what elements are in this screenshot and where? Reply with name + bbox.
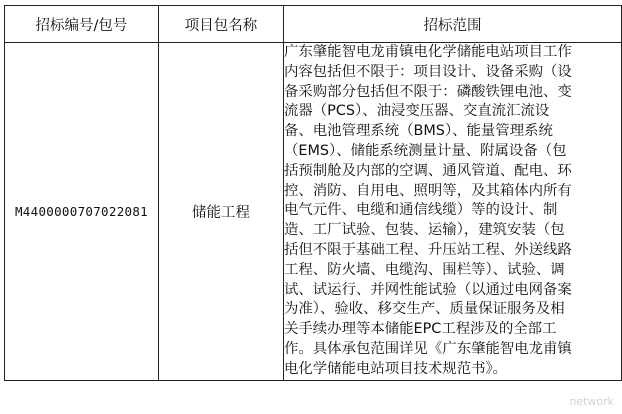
tender-code-cell: M4400000707022081 — [5, 43, 159, 381]
watermark-text: network — [569, 395, 614, 408]
tender-scope-text: 广东肇能智电龙甫镇电化学储能电站项目工作 内容包括但不限于：项目设计、设备采购（设 备采购部分包括但不限于：磷酸铁锂电池、变 流器（PCS）、油浸变压器、交直流汇流设 备、电池管理系统（BMS）、能量管理系统 （EMS）、储能系统测量计量、附属设备（包 括预制舱及内部的空调、通风管道、配电、环 控、消防、自用电、照明等，及其箱体内所有 电气元件、电缆和通信线缆）等的设计、制 造、工厂试验、包装、运输），建筑安装（包 括但不限于基础工程、升压站工程、外送线路 工程、防火墙、电缆沟、围栏等）、试验、调 试、试运行、并网性能试验（以通过电网备案 为准）、验收、移交生产、质量保证服务及相 关手续办理等本储能EPC工程涉及的全部工 作。具体承包范围详见《广东肇能智电龙甫镇 电化学储能电站项目技术规范书》。 — [284, 44, 572, 377]
tender-table-container — [4, 5, 622, 381]
tender-scope-cell — [284, 43, 622, 381]
header-tender-scope: 招标范围 — [284, 6, 622, 43]
table-row — [5, 43, 622, 381]
header-package-name: 项目包名称 — [159, 6, 284, 43]
table-header-row — [5, 6, 622, 43]
tender-table — [4, 5, 622, 381]
header-tender-code: 招标编号/包号 — [5, 6, 159, 43]
package-name-cell: 储能工程 — [159, 43, 284, 381]
